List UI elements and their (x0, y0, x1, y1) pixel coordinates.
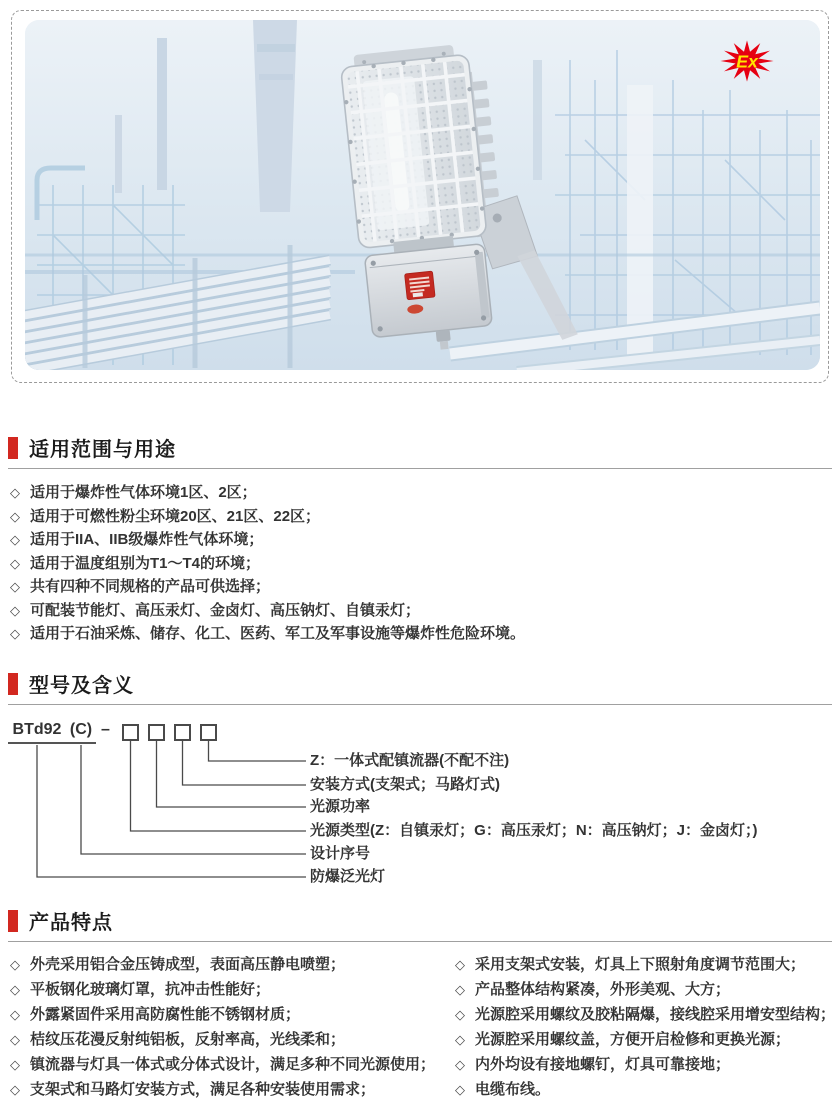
list-item (10, 1002, 455, 1027)
model-label: 安装方式(支架式；马路灯式) (310, 776, 500, 793)
list-item-text: 电缆布线。 (475, 1081, 551, 1098)
ex-starburst-icon (719, 36, 775, 86)
features-columns (10, 952, 840, 1102)
red-accent-bar (8, 910, 18, 932)
list-item (10, 977, 455, 1002)
list-item-text: 内外均设有接地螺钉，灯具可靠接地； (475, 1056, 731, 1073)
model-code-design: (C) (66, 721, 96, 744)
section-usage (0, 430, 840, 646)
diamond-bullet-icon: ◇ (455, 982, 465, 997)
list-item (455, 1052, 840, 1077)
list-item-text: 共有四种不同规格的产品可供选择； (30, 578, 271, 595)
diamond-bullet-icon: ◇ (10, 1082, 20, 1097)
diamond-bullet-icon: ◇ (455, 957, 465, 972)
list-item-text: 适用于爆炸性气体环境1区、2区； (30, 484, 257, 501)
diamond-bullet-icon: ◇ (10, 626, 20, 641)
diamond-bullet-icon: ◇ (10, 1007, 20, 1022)
diamond-bullet-icon: ◇ (455, 1007, 465, 1022)
diamond-bullet-icon: ◇ (10, 532, 20, 547)
list-item (10, 599, 840, 623)
list-item-text: 可配装节能灯、高压汞灯、金卤灯、高压钠灯、自镇汞灯； (30, 601, 421, 619)
list-item (10, 1052, 455, 1077)
list-item-text: 支架式和马路灯安装方式，满足各种安装使用需求； (30, 1081, 376, 1098)
list-item (455, 977, 840, 1002)
diamond-bullet-icon: ◇ (10, 555, 20, 571)
list-item-text: 光源腔采用螺纹盖，方便开启检修和更换光源； (475, 1031, 791, 1048)
diamond-bullet-icon: ◇ (455, 1032, 465, 1047)
model-label: Z：一体式配镇流器(不配不注) (310, 752, 510, 769)
diamond-bullet-icon: ◇ (10, 602, 20, 618)
features-column-right (455, 952, 840, 1102)
usage-list (10, 481, 840, 646)
list-item-text: 适用于石油采炼、储存、化工、医药、军工及军事设施等爆炸性危险环境。 (30, 625, 526, 642)
section-title: 产品特点 (29, 912, 113, 934)
list-item-text: 适用于可燃性粉尘环境20区、21区、22区； (30, 507, 321, 525)
list-item-text: 适用于IIA、IIB级爆炸性气体环境； (30, 531, 264, 548)
list-item-text: 采用支架式安装，灯具上下照射角度调节范围大； (475, 956, 806, 973)
connector-lines (0, 713, 840, 895)
red-accent-bar (8, 437, 18, 459)
section-title: 型号及含义 (29, 675, 134, 697)
features-column-left (10, 952, 455, 1102)
list-item (10, 952, 455, 977)
model-label: 设计序号 (310, 845, 371, 862)
list-item (10, 1077, 455, 1102)
section-header (8, 666, 832, 705)
cable-gland (436, 330, 451, 342)
lamp-cage (340, 54, 487, 249)
model-label: 防爆泛光灯 (310, 868, 386, 885)
diamond-bullet-icon: ◇ (10, 485, 20, 500)
section-model (0, 666, 840, 895)
list-item (455, 1077, 840, 1102)
section-header (8, 903, 832, 942)
section-header (8, 430, 832, 469)
diamond-bullet-icon: ◇ (10, 579, 20, 594)
list-item (10, 575, 840, 599)
model-label: 光源类型(Z：自镇汞灯；G：高压汞灯；N：高压钠灯；J：金卤灯；) (310, 822, 758, 839)
model-code-diagram (0, 713, 840, 895)
list-item (10, 622, 840, 646)
list-item (10, 1027, 455, 1052)
list-item (455, 1002, 840, 1027)
list-item (10, 552, 840, 576)
diamond-bullet-icon: ◇ (455, 1057, 465, 1072)
list-item (455, 1027, 840, 1052)
hero-banner (0, 0, 840, 392)
list-item-text: 外露紧固件采用高防腐性能不锈钢材质； (30, 1006, 301, 1023)
section-features (0, 903, 840, 1102)
list-item (10, 528, 840, 552)
diamond-bullet-icon: ◇ (10, 1057, 20, 1072)
diamond-bullet-icon: ◇ (10, 508, 20, 524)
model-code-series: BTd92 (8, 721, 66, 744)
section-title: 适用范围与用途 (29, 439, 176, 461)
list-item-text: 桔纹压花漫反射纯铝板，反射率高，光线柔和； (30, 1031, 346, 1048)
white-tower (627, 85, 653, 355)
list-item-text: 光源腔采用螺纹及胶粘隔爆，接线腔采用增安型结构； (475, 1006, 836, 1023)
red-accent-bar (8, 673, 18, 695)
list-item-text: 镇流器与灯具一体式或分体式设计，满足多种不同光源使用； (30, 1056, 436, 1073)
ex-label: Ex (736, 51, 758, 72)
product-photo (25, 20, 820, 370)
diamond-bullet-icon: ◇ (10, 957, 20, 972)
model-label: 光源功率 (310, 798, 371, 815)
diamond-bullet-icon: ◇ (10, 982, 20, 997)
industrial-plant-illustration (25, 20, 820, 370)
list-item (10, 481, 840, 505)
list-item-text: 外壳采用铝合金压铸成型，表面高压静电喷塑； (30, 956, 346, 973)
list-item (455, 952, 840, 977)
list-item-text: 适用于温度组别为T1～T4的环境； (30, 554, 261, 572)
list-item-text: 产品整体结构紧凑，外形美观、大方； (475, 981, 731, 998)
diamond-bullet-icon: ◇ (10, 1032, 20, 1047)
diamond-bullet-icon: ◇ (455, 1082, 465, 1097)
list-item-text: 平板钢化玻璃灯罩，抗冲击性能好； (30, 981, 271, 998)
model-code-dash: – (101, 721, 110, 738)
nameplate-label (405, 271, 436, 300)
list-item (10, 505, 840, 529)
